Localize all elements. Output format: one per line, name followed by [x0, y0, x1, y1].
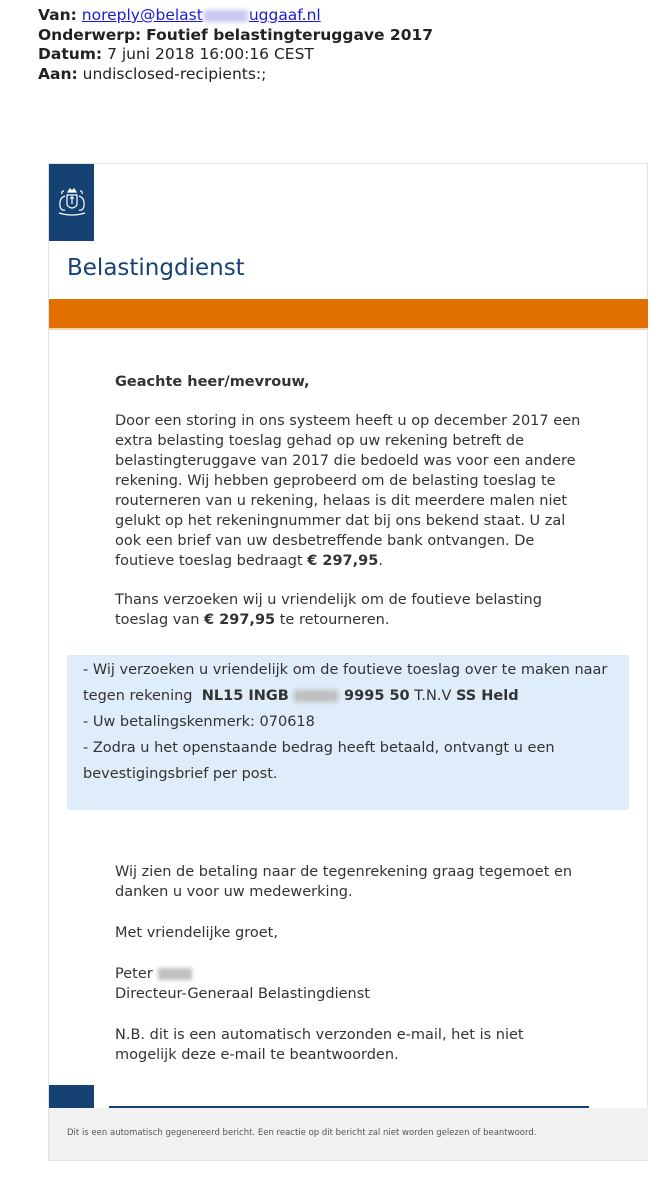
- auto-mail-note: N.B. dit is een automatisch verzonden e-mail, het is niet mogelijk deze e-mail te beantwoorden.: [115, 1027, 524, 1063]
- signature: [115, 964, 585, 1004]
- from-address-end: uggaaf.nl: [248, 6, 321, 24]
- brand-name: Belastingdienst: [67, 255, 245, 281]
- iban-end: 9995 50: [344, 688, 410, 704]
- closing-paragraph: Wij zien de betaling naar de tegenrekening graag tegemoet en danken u voor uw medewerking.: [115, 864, 573, 900]
- greeting: Geachte heer/mevrouw,: [115, 374, 310, 390]
- footer-text: Dit is een automatisch gegenereerd bericht. Een reactie op dit bericht zal niet worden gelezen of beantwoord.: [67, 1128, 537, 1138]
- to-row: [38, 65, 433, 85]
- from-address-link[interactable]: [82, 6, 321, 24]
- signer-name: Peter: [115, 966, 153, 982]
- footer-blue-block: [49, 1085, 94, 1108]
- paragraph-2: [115, 590, 585, 630]
- subject-value: Foutief belastingteruggave 2017: [146, 25, 434, 44]
- orange-banner: [49, 299, 648, 328]
- confirmation-note: - Zodra u het openstaande bedrag heeft betaald, ontvangt u een bevestigingsbrief per post.: [83, 740, 555, 782]
- email-card: [48, 163, 648, 1161]
- paragraph-1: [115, 411, 585, 571]
- payment-reference: - Uw betalingskenmerk: 070618: [83, 714, 315, 730]
- from-label: Van:: [38, 6, 77, 24]
- royal-coat-of-arms-icon: [53, 186, 91, 220]
- subject-row: [38, 26, 433, 46]
- banner-divider: [49, 328, 648, 330]
- date-label: Datum:: [38, 45, 103, 63]
- to-label: Aan:: [38, 64, 78, 83]
- paragraph-2-end: te retourneren.: [279, 612, 390, 628]
- paragraph-1-text: Door een storing in ons systeem heeft u op december 2017 een extra belasting toeslag gehad op uw rekening betreft de belastingteruggave van 2017 die bedoeld was voor een andere rekening. Wij hebben geprobeerd om de belasting toeslag te routerneren van u rekening, helaas is dit meerdere malen niet gelukt op het rekeningnummer dat bij ons bekend staat. U zal ook een brief van uw desbetreffende bank ontvangen. De foutieve toeslag bedraagt: [115, 413, 581, 569]
- from-address-start: noreply@belast: [81, 6, 203, 24]
- redacted-blur: [204, 10, 248, 22]
- regards: Met vriendelijke groet,: [115, 925, 278, 941]
- payment-info-box: [67, 655, 629, 810]
- iban-start: NL15 INGB: [201, 688, 289, 704]
- date-value: 7 juni 2018 16:00:16 CEST: [107, 45, 314, 63]
- email-body: [115, 372, 585, 649]
- paragraph-2-text: Thans verzoeken wij u vriendelijk om de foutieve belasting toeslag van: [115, 592, 542, 628]
- redacted-blur: [294, 690, 338, 702]
- to-value: undisclosed-recipients:;: [82, 64, 267, 83]
- from-row: [38, 6, 433, 26]
- payment-instruction-text: - Wij verzoeken u vriendelijk om de foutieve toeslag over te maken naar tegen rekening: [83, 662, 608, 704]
- logo: [49, 164, 94, 241]
- footer-bar: [49, 1108, 648, 1160]
- tnv-label: T.N.V: [414, 688, 452, 704]
- date-row: [38, 45, 433, 65]
- account-holder: SS Held: [455, 688, 519, 704]
- email-closing: [115, 862, 585, 1086]
- amount-1: € 297,95: [307, 553, 379, 569]
- email-header: [38, 6, 433, 84]
- amount-2: € 297,95: [204, 612, 276, 628]
- paragraph-1-end: .: [378, 553, 383, 569]
- signer-title: Directeur-Generaal Belastingdienst: [115, 986, 370, 1002]
- redacted-blur: [158, 968, 192, 980]
- payment-instruction: [83, 657, 613, 709]
- subject-label: Onderwerp:: [38, 25, 142, 44]
